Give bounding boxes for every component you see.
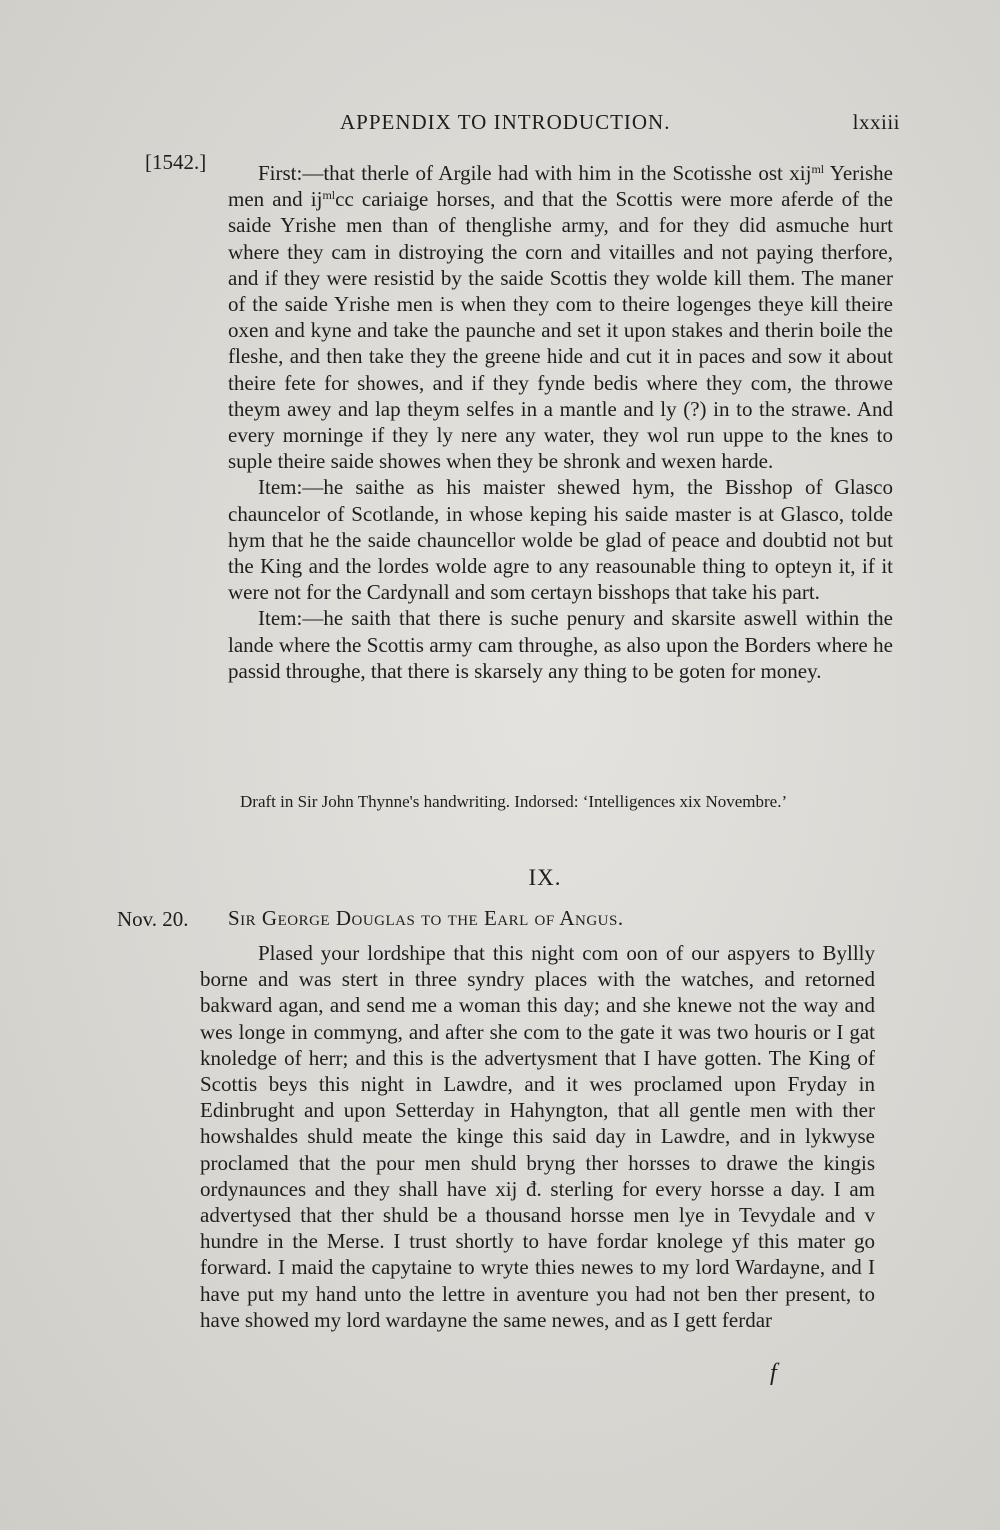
letter-paragraph: Plased your lordshipe that this night com oon of our aspyers to Byllly borne and was stert in three syndry places with the watches, and retorned bakward agan, and send me a woman this day; and she knewe not the way and wes longe in commyng, and after she com to the gate it was two houris or I gat knoledge of herr; and this is the advertysment that I have gotten. The King of Scottis beys this night in Lawdre, and it wes proclamed upon Fryday in Edinbrught and upon Setterday in Hahyngton, that all gentle men with ther howshaldes shuld meate the kinge this said day in Lawdre, and in lykwyse proclamed that the pour men shuld bryng ther horsses to drawe the kingis ordynaunces and they shall have xij đ. sterling for every horsse a day. I am advertysed that ther shuld be a thousand horsse men lye in Tevydale and v hundre in the Merse. I trust shortly to have fordar knolege yf this mater go forward. I maid the capytaine to wryte thies newes to my lord Wardayne, and I have put my hand unto the lettre in aventure you had not ben ther present, to have showed my lord wardayne the same newes, and as I gett ferdar	[200, 941, 875, 1332]
report-paragraph-item-2: Item:—he saith that there is suche penury and skarsite aswell within the lande where the Scottis army cam throughe, as also upon the Borders where he passid throughe, that there is skarsely any thing to be goten for money.	[228, 606, 893, 683]
section-numeral	[0, 865, 1000, 891]
running-title: APPENDIX TO INTRODUCTION.	[340, 110, 671, 134]
margin-year: [1542.]	[145, 150, 207, 174]
para1-rest: cc cariaige horses, and that the Scottis were more aferde of the saide Yrishe men than of thenglishe army, and for they did asmuche hurt where they cam in distroying the corn and vitailles and not paying therfore, and if they were resistid by the saide Scottis they wolde kill them. The maner of the saide Yrishe men is when they com to theire logenges theye kill theire oxen and kyne and take the paunche and set it upon stakes and therin boile the fleshe, and then take they the greene hide and cut it in paces and sow it about theire fete for showes, and if they fynde bedis where they com, the throwe theym awey and lap theym selfes in a mantle and ly (?) in to the strawe. And every morninge if they ly nere any water, they wol run uppe to the knes to suple theire saide showes when they be shronk and wexen harde.	[228, 187, 893, 474]
letter-heading: Sir George Douglas to the Earl of Angus.	[228, 906, 624, 930]
report-paragraph-first	[228, 160, 893, 474]
superscript-ml-2: ml	[322, 188, 336, 203]
margin-date: Nov. 20.	[117, 907, 189, 931]
draft-note: Draft in Sir John Thynne's handwriting. Indorsed: ‘Intelligences xix Novembre.’	[240, 792, 788, 811]
signature-mark: f	[770, 1360, 777, 1386]
para1-start: First:—that therle of Argile had with him in the Scotisshe ost xij	[258, 161, 812, 185]
para1-mid: Yerishe men and ij	[228, 161, 893, 212]
letter-body	[200, 940, 875, 1333]
superscript-ml-1: ml	[811, 162, 825, 176]
page-number: lxxiii	[852, 110, 900, 134]
report-paragraph-item-1: Item:—he saithe as his maister shewed hym, the Bisshop of Glasco chauncelor of Scotlande, in whose keping his saide master is at Glasco, tolde hym that he the saide chauncellor wolde be glad of peace and doubtid not but the King and the lordes wolde agre to any reasounable thing to opteyn it, if it were not for the Cardynall and som certayn bisshops that take his part.	[228, 475, 893, 605]
intelligence-report	[228, 160, 893, 684]
section-numeral-text: IX.	[528, 865, 562, 890]
